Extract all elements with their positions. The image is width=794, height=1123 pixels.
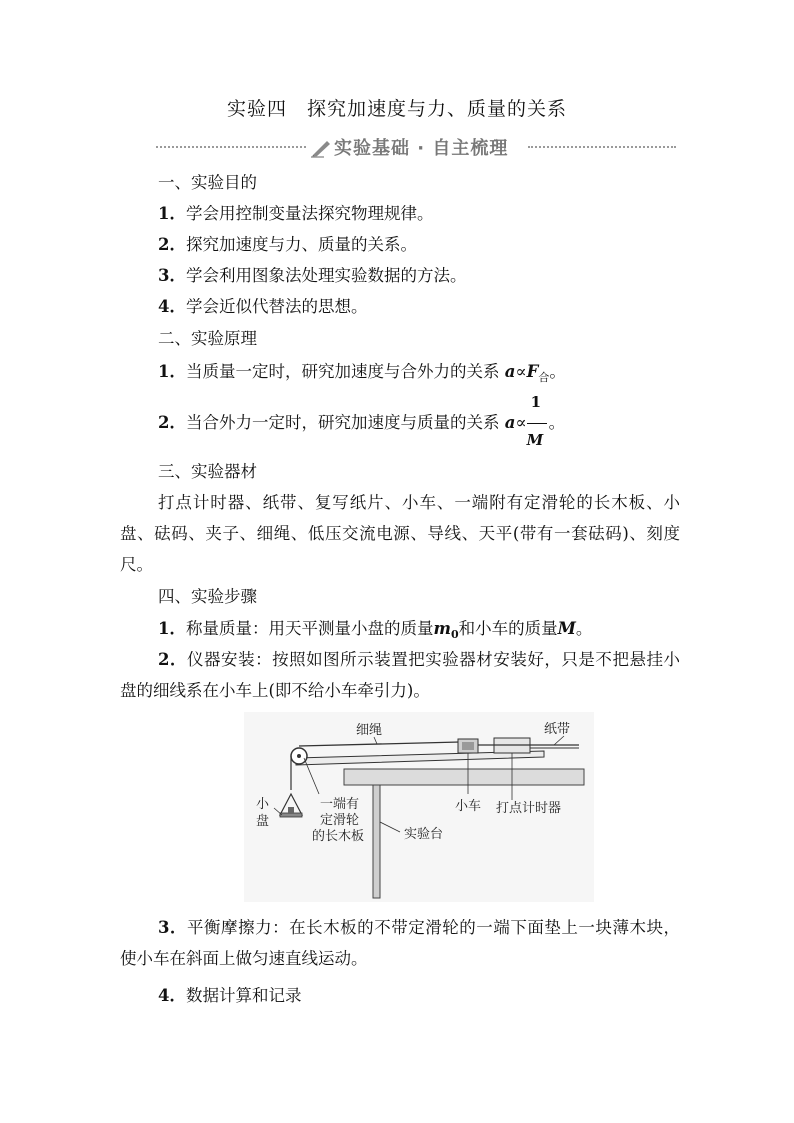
heading-equipment: 三、实验器材 bbox=[158, 462, 257, 481]
weight bbox=[288, 807, 294, 813]
item-text: 学会用控制变量法探究物理规律。 bbox=[185, 204, 434, 223]
label-table: 实验台 bbox=[404, 827, 444, 842]
step-1 bbox=[158, 618, 592, 642]
fraction bbox=[526, 392, 549, 449]
purpose-item-1 bbox=[158, 203, 433, 225]
pan bbox=[280, 813, 302, 817]
purpose-item-2 bbox=[158, 234, 417, 256]
period: 。 bbox=[548, 413, 566, 432]
equipment-paragraph: 打点计时器、纸带、复写纸片、小车、一端附有定滑轮的长木板、小盘、砝码、夹子、细绳、低压交流电源、导线、天平(带有一套砝码)、刻度尺。 bbox=[120, 493, 680, 574]
item-number: 1． bbox=[158, 362, 186, 381]
item-text: 数据计算和记录 bbox=[185, 986, 302, 1005]
item-number: 3． bbox=[158, 918, 188, 937]
banner-divider-left bbox=[156, 146, 306, 148]
label-pan-2: 盘 bbox=[256, 814, 270, 829]
item-text: 学会利用图象法处理实验数据的方法。 bbox=[185, 266, 467, 285]
period: 。 bbox=[549, 362, 566, 381]
banner-divider-right bbox=[528, 146, 676, 148]
symbol-M: M bbox=[557, 619, 576, 638]
fraction-bar bbox=[527, 423, 547, 424]
item-text: 称量质量：用天平测量小盘的质量 bbox=[185, 619, 434, 638]
purpose-item-4 bbox=[158, 296, 367, 318]
purpose-item-3 bbox=[158, 265, 466, 287]
label-board-3: 的长木板 bbox=[312, 829, 365, 844]
fraction-numerator: 1 bbox=[530, 392, 542, 411]
proportional-sign: ∝ bbox=[515, 362, 527, 381]
table-leg bbox=[373, 785, 380, 898]
period: 。 bbox=[575, 619, 593, 638]
item-text: 学会近似代替法的思想。 bbox=[185, 297, 368, 316]
item-number: 1． bbox=[158, 619, 186, 638]
symbol-m: m bbox=[433, 619, 451, 638]
step-2 bbox=[120, 644, 680, 706]
item-number: 2． bbox=[158, 650, 188, 669]
label-pan-1: 小 bbox=[256, 797, 270, 812]
item-number: 4． bbox=[158, 986, 186, 1005]
item-text: 仪器安装：按照如图所示装置把实验器材安装好，只是不把悬挂小盘的细线系在小车上(即不给小车牵引力)。 bbox=[120, 650, 680, 700]
proportional-sign: ∝ bbox=[515, 413, 527, 432]
label-cart: 小车 bbox=[455, 799, 482, 814]
item-text: 探究加速度与力、质量的关系。 bbox=[185, 235, 417, 254]
label-timer: 打点计时器 bbox=[496, 801, 562, 816]
item-number: 2． bbox=[158, 235, 186, 254]
principle-item-1 bbox=[158, 361, 566, 385]
label-board-2: 定滑轮 bbox=[320, 813, 360, 828]
step-4 bbox=[158, 985, 301, 1007]
symbol-a: a bbox=[504, 362, 516, 381]
symbol-a: a bbox=[504, 413, 516, 432]
item-text: 平衡摩擦力：在长木板的不带定滑轮的一端下面垫上一块薄木块，使小车在斜面上做匀速直线运动。 bbox=[120, 918, 680, 968]
subscript-he: 合 bbox=[538, 371, 550, 384]
step-3 bbox=[120, 912, 680, 974]
table-top bbox=[344, 769, 584, 785]
item-text: 当质量一定时，研究加速度与合外力的关系 bbox=[185, 362, 500, 381]
item-number: 1． bbox=[158, 204, 186, 223]
banner-label: 实验基础 · 自主梳理 bbox=[334, 138, 509, 159]
label-tape: 纸带 bbox=[544, 722, 571, 737]
item-number: 3． bbox=[158, 266, 186, 285]
apparatus-diagram bbox=[244, 712, 594, 902]
label-rope: 细绳 bbox=[356, 723, 383, 738]
subscript-0: 0 bbox=[450, 628, 459, 641]
heading-steps: 四、实验步骤 bbox=[158, 587, 257, 606]
heading-principle: 二、实验原理 bbox=[158, 329, 257, 348]
principle-item-2 bbox=[158, 392, 566, 449]
heading-purpose: 一、实验目的 bbox=[158, 173, 257, 192]
pen-icon bbox=[310, 136, 332, 158]
item-number: 4． bbox=[158, 297, 186, 316]
item-number: 2． bbox=[158, 413, 186, 432]
page-title: 实验四 探究加速度与力、质量的关系 bbox=[226, 98, 567, 120]
symbol-F: F bbox=[526, 362, 539, 381]
item-text-2: 和小车的质量 bbox=[458, 619, 558, 638]
fraction-denominator: M bbox=[526, 430, 544, 449]
item-text: 当合外力一定时，研究加速度与质量的关系 bbox=[185, 413, 500, 432]
section-banner bbox=[156, 132, 676, 162]
label-board-1: 一端有 bbox=[320, 797, 360, 812]
